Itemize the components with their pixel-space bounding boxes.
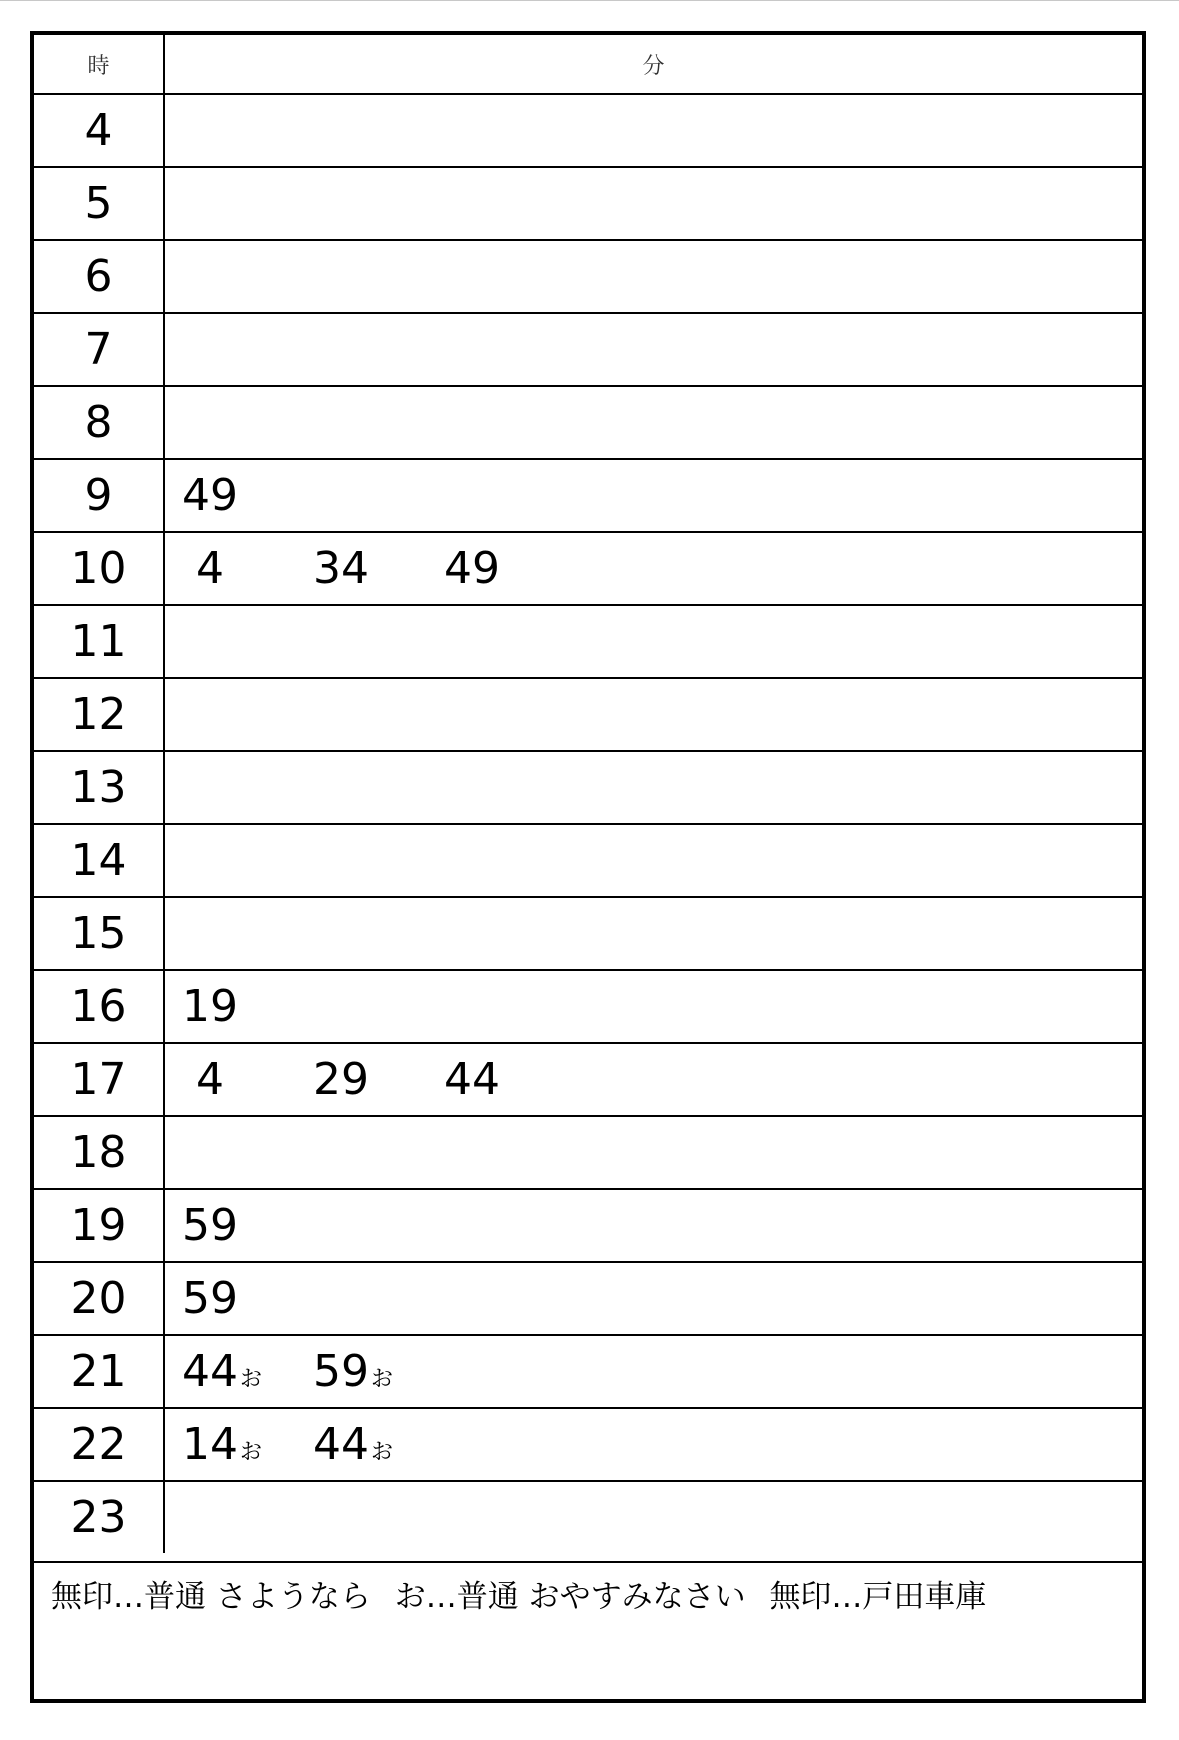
header-row [34, 35, 1142, 94]
table-row [34, 970, 1142, 1043]
minute-column-header: 分 [164, 35, 1142, 94]
legend-item-plain-sayonara: 無印…普通 さようなら [51, 1579, 371, 1615]
hour-cell: 19 [34, 1189, 164, 1262]
minutes-cell [164, 386, 1142, 459]
departure-minute: 59 [313, 1346, 369, 1397]
departure-time [313, 1346, 444, 1397]
departure-minute: 34 [313, 543, 369, 594]
table-row [34, 678, 1142, 751]
minutes-cell [164, 897, 1142, 970]
hour-cell: 22 [34, 1408, 164, 1481]
minutes-cell [164, 970, 1142, 1043]
departure-time [182, 1273, 313, 1324]
minutes-cell [164, 1262, 1142, 1335]
hour-cell: 21 [34, 1335, 164, 1408]
table-row [34, 459, 1142, 532]
minutes-cell [164, 459, 1142, 532]
minutes-cell [164, 751, 1142, 824]
departure-time [444, 1054, 575, 1105]
legend-item-o-oyasumi: お…普通 おやすみなさい [394, 1579, 746, 1615]
legend-item-plain-toda-depot: 無印…戸田車庫 [769, 1579, 987, 1615]
table-row [34, 1262, 1142, 1335]
hour-cell: 17 [34, 1043, 164, 1116]
hour-cell: 6 [34, 240, 164, 313]
departure-time [444, 543, 575, 594]
hour-cell: 14 [34, 824, 164, 897]
legend [34, 1561, 1142, 1616]
minutes-cell [164, 1408, 1142, 1481]
hour-cell: 11 [34, 605, 164, 678]
table-row [34, 605, 1142, 678]
table-row [34, 1335, 1142, 1408]
departure-minute: 49 [182, 470, 238, 521]
table-row [34, 532, 1142, 605]
minutes-cell [164, 1481, 1142, 1553]
departure-time [182, 1346, 313, 1397]
departure-minute: 49 [444, 543, 500, 594]
departure-minute: 44 [313, 1419, 369, 1470]
departure-minute: 4 [196, 543, 224, 594]
hour-column-header: 時 [34, 35, 164, 94]
timetable [34, 35, 1142, 1553]
minutes-cell [164, 240, 1142, 313]
minutes-cell [164, 1116, 1142, 1189]
table-row [34, 751, 1142, 824]
table-row [34, 897, 1142, 970]
hour-cell: 9 [34, 459, 164, 532]
departure-time [182, 470, 313, 521]
table-row [34, 386, 1142, 459]
hour-cell: 5 [34, 167, 164, 240]
hour-cell: 18 [34, 1116, 164, 1189]
table-row [34, 1408, 1142, 1481]
minutes-cell [164, 1335, 1142, 1408]
departure-minute: 29 [313, 1054, 369, 1105]
hour-cell: 20 [34, 1262, 164, 1335]
hour-cell: 16 [34, 970, 164, 1043]
table-row [34, 1043, 1142, 1116]
service-type-mark: お [371, 1367, 394, 1392]
hour-cell: 23 [34, 1481, 164, 1553]
timetable-sheet [30, 31, 1146, 1703]
departure-time [313, 1419, 444, 1470]
top-divider [0, 0, 1179, 1]
table-row [34, 1116, 1142, 1189]
departure-time [182, 981, 313, 1032]
minutes-cell [164, 167, 1142, 240]
departure-minute: 59 [182, 1273, 238, 1324]
departure-time [313, 1054, 444, 1105]
service-type-mark: お [240, 1440, 263, 1465]
table-row [34, 240, 1142, 313]
minutes-cell [164, 605, 1142, 678]
table-row [34, 94, 1142, 167]
service-type-mark: お [371, 1440, 394, 1465]
minutes-cell [164, 1189, 1142, 1262]
departure-time [182, 1419, 313, 1470]
departure-minute: 19 [182, 981, 238, 1032]
service-type-mark: お [240, 1367, 263, 1392]
minutes-cell [164, 678, 1142, 751]
minutes-cell [164, 313, 1142, 386]
departure-minute: 59 [182, 1200, 238, 1251]
hour-cell: 7 [34, 313, 164, 386]
hour-cell: 4 [34, 94, 164, 167]
table-row [34, 824, 1142, 897]
hour-cell: 8 [34, 386, 164, 459]
departure-minute: 44 [182, 1346, 238, 1397]
table-row [34, 1189, 1142, 1262]
departure-time [182, 1054, 313, 1105]
hour-cell: 13 [34, 751, 164, 824]
departure-minute: 44 [444, 1054, 500, 1105]
departure-minute: 4 [196, 1054, 224, 1105]
hour-cell: 15 [34, 897, 164, 970]
hour-cell: 10 [34, 532, 164, 605]
table-row [34, 1481, 1142, 1553]
hour-cell: 12 [34, 678, 164, 751]
minutes-cell [164, 824, 1142, 897]
minutes-cell [164, 532, 1142, 605]
table-row [34, 313, 1142, 386]
minutes-cell [164, 94, 1142, 167]
table-row [34, 167, 1142, 240]
departure-time [182, 543, 313, 594]
minutes-cell [164, 1043, 1142, 1116]
departure-minute: 14 [182, 1419, 238, 1470]
departure-time [182, 1200, 313, 1251]
departure-time [313, 543, 444, 594]
